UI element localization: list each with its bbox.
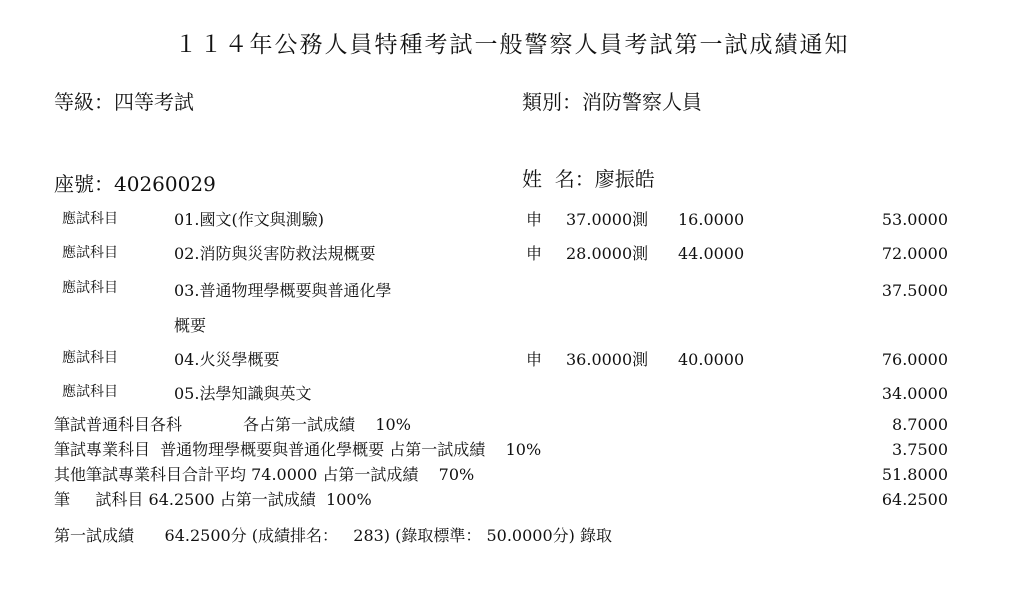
subject-label: 應試科目 (62, 350, 118, 366)
subject-name: 04.火災學概要 (174, 350, 280, 369)
subject-name: 03.普通物理學概要與普通化學 (174, 281, 392, 300)
exam-level: 等級：四等考試 (54, 90, 194, 114)
summary-line: 筆試普通科目各科 各占第一試成績 10% (54, 415, 411, 434)
subject-flag: 申 (526, 210, 543, 229)
subject-score-2: 44.0000 (678, 244, 745, 263)
subject-name: 02.消防與災害防救法規概要 (174, 244, 376, 263)
subject-score-2: 16.0000 (678, 210, 745, 229)
exam-category: 類別：消防警察人員 (522, 90, 702, 114)
subject-label: 應試科目 (62, 245, 118, 261)
subject-flag: 申 (526, 244, 543, 263)
subject-name: 05.法學知識與英文 (174, 384, 312, 403)
subject-total: 53.0000 (881, 210, 948, 229)
summary-line: 筆 試科目 64.2500 占第一試成績 100% (54, 490, 372, 509)
subject-total: 34.0000 (881, 384, 948, 403)
first-stage-result: 第一試成績 64.2500分 (成績排名： 283) (錄取標準： 50.0000分) 錄取 (54, 526, 612, 545)
subject-score-2: 40.0000 (678, 350, 745, 369)
candidate-name: 姓 名：廖振皓 (522, 167, 655, 191)
summary-value: 3.7500 (892, 440, 948, 459)
subject-score-1: 36.0000測 (566, 350, 649, 369)
summary-value: 51.8000 (881, 465, 948, 484)
summary-line: 筆試專業科目 普通物理學概要與普通化學概要 占第一試成績 10% (54, 440, 542, 459)
seat-number: 座號：40260029 (54, 172, 216, 196)
subject-flag: 申 (526, 350, 543, 369)
subject-total: 76.0000 (881, 350, 948, 369)
summary-value: 64.2500 (881, 490, 948, 509)
page-title: １１４年公務人員特種考試一般警察人員考試第一試成績通知 (174, 32, 850, 58)
subject-label: 應試科目 (62, 211, 118, 227)
subject-total: 37.5000 (881, 281, 948, 300)
subject-score-1: 37.0000測 (566, 210, 649, 229)
subject-name: 01.國文(作文與測驗) (174, 210, 324, 229)
subject-score-1: 28.0000測 (566, 244, 649, 263)
summary-value: 8.7000 (892, 415, 948, 434)
summary-line: 其他筆試專業科目合計平均 74.0000 占第一試成績 70% (54, 465, 475, 484)
subject-label: 應試科目 (62, 280, 118, 296)
subject-name-continued: 概要 (174, 316, 207, 335)
subject-total: 72.0000 (881, 244, 948, 263)
subject-label: 應試科目 (62, 384, 118, 400)
